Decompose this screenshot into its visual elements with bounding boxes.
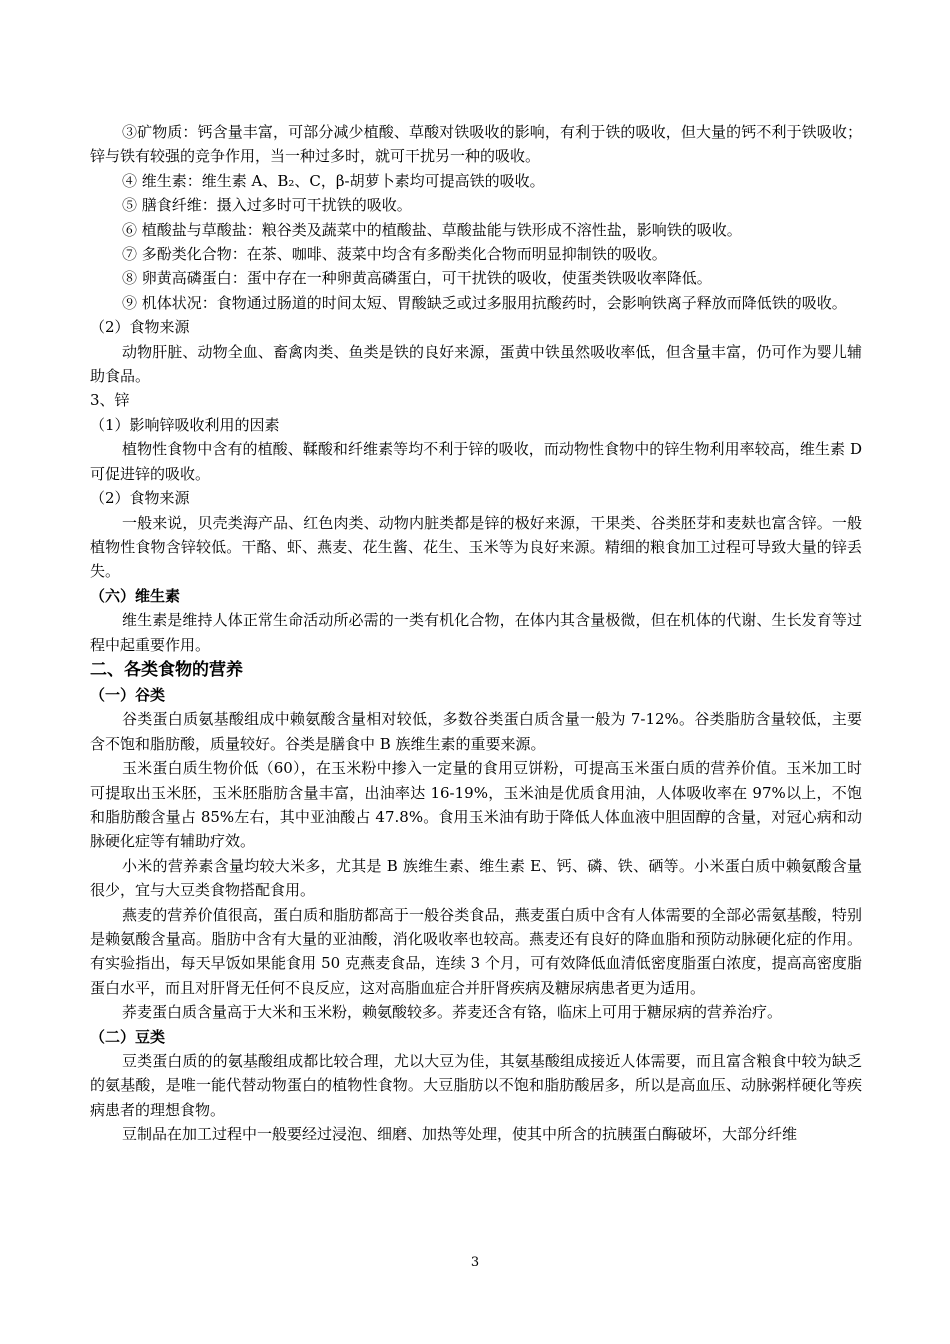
paragraph-corn: 玉米蛋白质生物价低（60），在玉米粉中掺入一定量的食用豆饼粉，可提高玉米蛋白质的营养价值。玉米加工时可提取出玉米胚，玉米胚脂肪含量丰富，出油率达 16-19%，玉米油是优质食用油，人体吸收率在 97%以上，不饱和脂肪酸含量占 85%左右，其中亚油酸占 47.8%。食用玉米油有助于降低人体血液中胆固醇的含量，对冠心病和动脉硬化症等有辅助疗效。 [90, 759, 862, 851]
page-number: 3 [470, 1255, 480, 1270]
heading-food-nutrition: 二、各类食物的营养 [90, 659, 243, 680]
paragraph-zinc-absorption: 植物性食物中含有的植酸、鞣酸和纤维素等均不利于锌的吸收，而动物性食物中的锌生物利用率较高，维生素 D 可促进锌的吸收。 [90, 440, 862, 483]
paragraph-buckwheat: 荞麦蛋白质含量高于大米和玉米粉，赖氨酸较多。荞麦还含有铬，临床上可用于糖尿病的营养治疗。 [122, 1003, 783, 1022]
paragraph-phosvitin: ⑧ 卵黄高磷蛋白：蛋中存在一种卵黄高磷蛋白，可干扰铁的吸收，使蛋类铁吸收率降低。 [122, 269, 712, 288]
paragraph-zinc-sources: 一般来说，贝壳类海产品、红色肉类、动物内脏类都是锌的极好来源，干果类、谷类胚芽和麦麸也富含锌。一般植物性食物含锌较低。干酪、虾、燕麦、花生酱、花生、玉米等为良好来源。精细的粮食加工过程可导致大量的锌丢失。 [90, 513, 862, 581]
paragraph-polyphenol: ⑦ 多酚类化合物：在茶、咖啡、菠菜中均含有多酚类化合物而明显抑制铁的吸收。 [122, 245, 667, 264]
paragraph-millet: 小米的营养素含量均较大米多，尤其是 B 族维生素、维生素 E、钙、磷、铁、硒等。小米蛋白质中赖氨酸含量很少，宜与大豆类食物搭配食用。 [90, 856, 862, 900]
heading-zinc: 3、锌 [90, 391, 130, 410]
heading-grains: （一）谷类 [90, 685, 166, 704]
subheading-zinc-factors: （1）影响锌吸收利用的因素 [90, 415, 280, 434]
paragraph-iron-sources: 动物肝脏、动物全血、畜禽肉类、鱼类是铁的良好来源，蛋黄中铁虽然吸收率低，但含量丰富，仍可作为婴儿辅助食品。 [90, 342, 862, 386]
paragraph-phytate: ⑥ 植酸盐与草酸盐：粮谷类及蔬菜中的植酸盐、草酸盐能与铁形成不溶性盐，影响铁的吸收。 [122, 220, 742, 239]
document-body [90, 120, 862, 1147]
paragraph-vitamin-definition: 维生素是维持人体正常生命活动所必需的一类有机化合物，在体内其含量极微，但在机体的代谢、生长发育等过程中起重要作用。 [90, 611, 862, 654]
paragraph-body-condition: ⑨ 机体状况：食物通过肠道的时间太短、胃酸缺乏或过多服用抗酸药时，会影响铁离子释放而降低铁的吸收。 [122, 293, 847, 312]
paragraph-bean-protein: 豆类蛋白质的的氨基酸组成都比较合理，尤以大豆为佳，其氨基酸组成接近人体需要，而且富含粮食中较为缺乏的氨基酸，是唯一能代替动物蛋白的植物性食物。大豆脂肪以不饱和脂肪酸居多，所以是高血压、动脉粥样硬化等疾病患者的理想食物。 [90, 1052, 862, 1119]
paragraph-oats: 燕麦的营养价值很高，蛋白质和脂肪都高于一般谷类食品，燕麦蛋白质中含有人体需要的全部必需氨基酸，特别是赖氨酸含量高。脂肪中含有大量的亚油酸，消化吸收率也较高。燕麦还有良好的降血脂和预防动脉硬化症的作用。有实验指出，每天早饭如果能食用 50 克燕麦食品，连续 3 个月，可有效降低血清低密度脂蛋白浓度，提高高密度脂蛋白水平，而且对肝肾无任何不良反应，这对高脂血症合并肝肾疾病及糖尿病患者更为适用。 [90, 905, 862, 997]
paragraph-grain-protein: 谷类蛋白质氨基酸组成中赖氨酸含量相对较低，多数谷类蛋白质含量一般为 7-12%。谷类脂肪含量较低，主要含不饱和脂肪酸，质量较好。谷类是膳食中 B 族维生素的重要来源。 [90, 710, 862, 753]
subheading-iron-food-source: （2）食物来源 [90, 318, 190, 337]
paragraph-fiber: ⑤ 膳食纤维：摄入过多时可干扰铁的吸收。 [122, 196, 412, 215]
paragraph-bean-processing: 豆制品在加工过程中一般要经过浸泡、细磨、加热等处理，使其中所含的抗胰蛋白酶破坏，大部分纤维 [122, 1125, 798, 1144]
heading-vitamins: （六）维生素 [90, 586, 181, 605]
paragraph-vitamins: ④ 维生素：维生素 A、B₂、C，β-胡萝卜素均可提高铁的吸收。 [122, 171, 545, 190]
subheading-zinc-food-source: （2）食物来源 [90, 489, 190, 508]
paragraph-minerals: ③矿物质：钙含量丰富，可部分减少植酸、草酸对铁吸收的影响，有利于铁的吸收，但大量的钙不利于铁吸收；锌与铁有较强的竞争作用，当一种过多时，就可干扰另一种的吸收。 [90, 123, 862, 166]
heading-beans: （二）豆类 [90, 1027, 166, 1046]
